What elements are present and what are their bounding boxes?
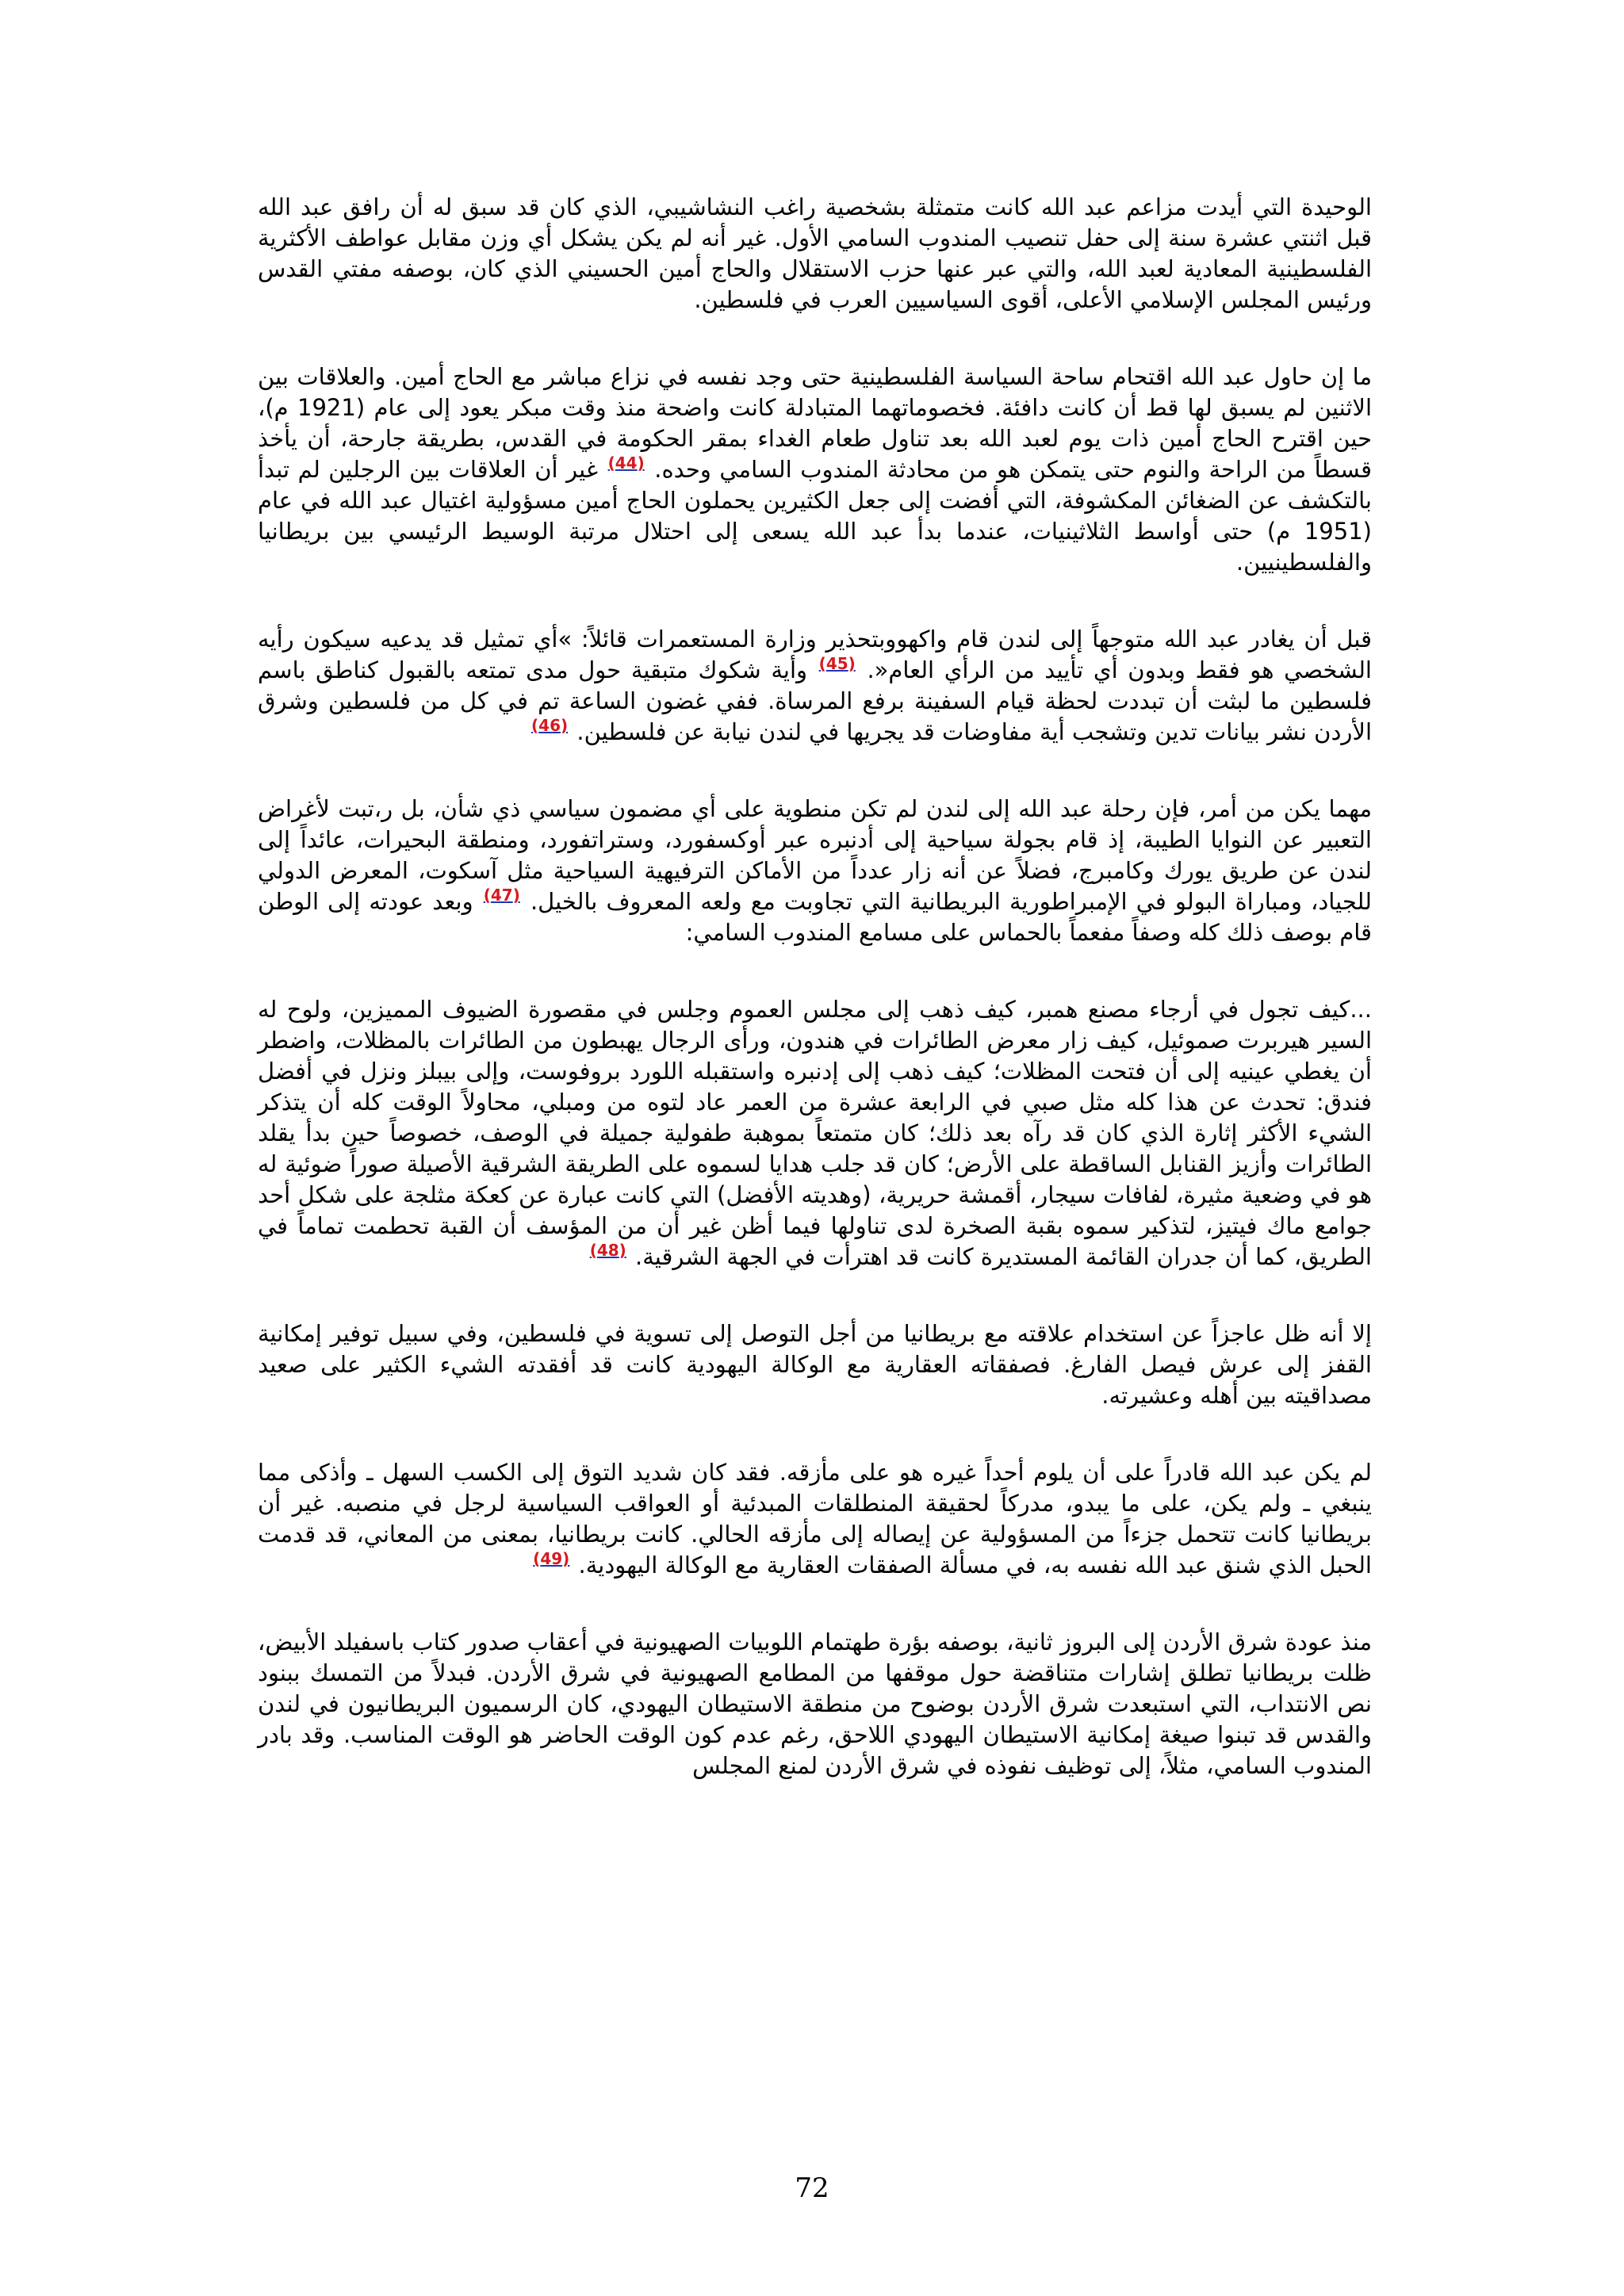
footnote-reference-link[interactable]: (44) (607, 453, 645, 473)
paragraph-text: لم يكن عبد الله قادراً على أن يلوم أحداً غيره هو على مأزقه. فقد كان شديد التوق إلى الكسب السهل ـ وأذكى مما ينبغي ـ ولم يكن، على ما يبدو، مدركاً لحقيقة المنطلقات المبدئية أو العواقب السياسية لرجل في منصبه. غير أن بريطانيا كانت تتحمل جزءاً من المسؤولية عن إيصاله إلى مأزقه الحالي. كانت بريطانيا، بمعنى من المعاني، قد قدمت الحبل الذي شنق عبد الله نفسه به، في مسألة الصفقات العقارية مع الوكالة اليهودية. (258, 1459, 1372, 1578)
footnote-reference-link[interactable]: (47) (483, 886, 520, 905)
paragraph (258, 1457, 1372, 1581)
footnote-reference-link[interactable]: (45) (818, 654, 856, 674)
paragraph-text: وبعد عودته إلى الوطن قام بوصف ذلك كله وصفاً مفعماً بالحماس على مسامع المندوب السامي: (258, 888, 1372, 946)
paragraph-text: وأية شكوك متبقية حول مدى تمتعه بالقبول كناطق باسم فلسطين ما لبثت أن تبددت لحظة قيام السفينة برفع المرساة. ففي غضون الساعة تم في كل من فلسطين وشرق الأردن نشر بيانات تدين وتشجب أية مفاوضات قد يجريها في لندن نيابة عن فلسطين. (258, 656, 1372, 745)
paragraph-text: الوحيدة التي أيدت مزاعم عبد الله كانت متمثلة بشخصية راغب النشاشيبي، الذي كان قد سبق له أن رافق عبد الله قبل اثنتي عشرة سنة إلى حفل تنصيب المندوب السامي الأول. غير أنه لم يكن يشكل أي وزن مقابل عواطف الأكثرية الفلسطينية المعادية لعبد الله، والتي عبر عنها حزب الاستقلال والحاج أمين الحسيني الذي كان، بوصفه مفتي القدس ورئيس المجلس الإسلامي الأعلى، أقوى السياسيين العرب في فلسطين. (258, 193, 1372, 313)
paragraph-text: إلا أنه ظل عاجزاً عن استخدام علاقته مع بريطانيا من أجل التوصل إلى تسوية في فلسطين، وفي سبيل توفير إمكانية القفز إلى عرش فيصل الفارغ. فصفقاته العقارية مع الوكالة اليهودية كانت قد أفقدته الشيء الكثير على صعيد مصداقيته بين أهله وعشيرته. (258, 1320, 1372, 1409)
footnote-reference-link[interactable]: (49) (533, 1549, 570, 1569)
paragraph (258, 1318, 1372, 1411)
paragraph-text: ما إن حاول عبد الله اقتحام ساحة السياسة الفلسطينية حتى وجد نفسه في نزاع مباشر مع الحاج أمين. والعلاقات بين الاثنين لم يسبق لها قط أن كانت دافئة. فخصوماتهما المتبادلة كانت واضحة منذ وقت مبكر يعود إلى عام (1921 م)، حين اقترح الحاج أمين ذات يوم لعبد الله بعد تناول طعام الغداء بمقر الحكومة في القدس، بطريقة جارحة، أن يأخذ قسطاً من الراحة والنوم حتى يتمكن هو من محادثة المندوب السامي وحده. (258, 363, 1372, 483)
footnote-reference-link[interactable]: (46) (531, 716, 569, 736)
paragraph (258, 192, 1372, 316)
paragraph (258, 1627, 1372, 1781)
paragraph (258, 624, 1372, 748)
page-number: 72 (795, 2172, 829, 2204)
paragraph (258, 994, 1372, 1272)
paragraph-text: ...كيف تجول في أرجاء مصنع همبر، كيف ذهب إلى مجلس العموم وجلس في مقصورة الضيوف المميزين، ولوح له السير هيربرت صموئيل، كيف زار معرض الطائرات في هندون، ورأى الرجال يهبطون من الطائرات بالمظلات، واضطر أن يغطي عينيه إلى أن فتحت المظلات؛ كيف ذهب إلى إدنبره واستقبله اللورد بروفوست، وإلى بيبلز ونزل في أفضل فندق: تحدث عن هذا كله مثل صبي في الرابعة عشرة من العمر عاد لتوه من ومبلي، محاولاً الوقت كله أن يتذكر الشيء الأكثر إثارة الذي كان قد رآه بعد ذلك؛ كان متمتعاً بموهبة طفولية جميلة في الوصف، خصوصاً حين بدأ يقلد الطائرات وأزيز القنابل الساقطة على الأرض؛ كان قد جلب هدايا لسموه على الطريقة الشرقية الأصيلة صوراً ضوئية له هو في وضعية مثيرة، لفافات سيجار، أقمشة حريرية، (وهديته الأفضل) التي كانت عبارة عن كعكة مثلجة على شكل أحد جوامع ماك فيتيز، لتذكير سموه بقبة الصخرة لدى تناولها فيما أظن غير أن من المؤسف أن القبة تحطمت تماماً في الطريق، كما أن جدران القائمة المستديرة كانت قد اهترأت في الجهة الشرقية. (258, 996, 1372, 1270)
body-text (258, 192, 1372, 1827)
paragraph-text: قبل أن يغادر عبد الله متوجهاً إلى لندن قام واكهووبتحذير وزارة المستعمرات قائلاً: »أي تمثيل قد يدعيه سيكون رأيه الشخصي هو فقط وبدون أي تأييد من الرأي العام«. (258, 626, 1372, 683)
footnote-reference-link[interactable]: (48) (589, 1241, 626, 1261)
paragraph-text: منذ عودة شرق الأردن إلى البروز ثانية، بوصفه بؤرة طهتمام اللوبيات الصهيونية في أعقاب صدور كتاب باسفيلد الأبيض، ظلت بريطانيا تطلق إشارات متناقضة حول موقفها من المطامع الصهيونية في شرق الأردن. فبدلاً من التمسك ببنود نص الانتداب، التي استبعدت شرق الأردن بوضوح من منطقة الاستيطان اليهودي، كان الرسميون البريطانيون في لندن والقدس قد تبنوا صيغة إمكانية الاستيطان اليهودي اللاحق، رغم عدم كون الوقت الحاضر هو الوقت المناسب. وقد بادر المندوب السامي، مثلاً، إلى توظيف نفوذه في شرق الأردن لمنع المجلس (258, 1628, 1372, 1779)
paragraph (258, 794, 1372, 948)
paragraph-text: مهما يكن من أمر، فإن رحلة عبد الله إلى لندن لم تكن منطوية على أي مضمون سياسي ذي شأن، بل ر،تبت لأغراض التعبير عن النوايا الطيبة، إذ قام بجولة سياحية إلى أدنبره عبر أوكسفورد، وستراتفورد، ومنطقة البحيرات، عائداً إلى لندن عن طريق يورك وكامبرج، فضلاً عن أنه زار عدداً من الأماكن الترفيهية السياحية مثل آسكوت، المعرض الدولي للجياد، ومباراة البولو في الإمبراطورية البريطانية التي تجاوبت مع ولعه المعروف بالخيل. (258, 795, 1372, 915)
paragraph-text: غير أن العلاقات بين الرجلين لم تبدأ بالتكشف عن الضغائن المكشوفة، التي أفضت إلى جعل الكثيرين يحملون الحاج أمين مسؤولية اغتيال عبد الله في عام (1951 م) حتى أواسط الثلاثينيات، عندما بدأ عبد الله يسعى إلى احتلال مرتبة الوسيط الرئيسي بين بريطانيا والفلسطينيين. (258, 456, 1372, 576)
paragraph (258, 362, 1372, 578)
